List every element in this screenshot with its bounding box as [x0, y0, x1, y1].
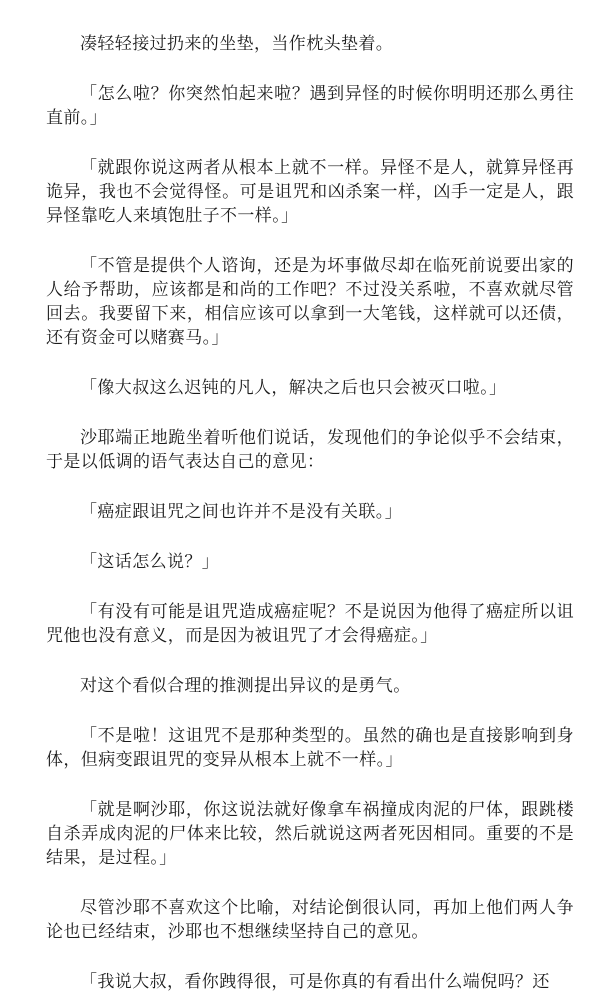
paragraph: 「有没有可能是诅咒造成癌症呢？不是说因为他得了癌症所以诅咒他也没有意义，而是因为被诅咒了才会得癌症。」 [46, 602, 574, 646]
paragraph: 「像大叔这么迟钝的凡人，解决之后也只会被灭口啦。」 [80, 378, 507, 398]
paragraph: 尽管沙耶不喜欢这个比喻，对结论倒很认同，再加上他们两人争论也已经结束，沙耶也不想继续坚持自己的意见。 [46, 898, 574, 942]
paragraph: 「癌症跟诅咒之间也许并不是没有关联。」 [80, 502, 403, 522]
paragraph: 「不管是提供个人谘询，还是为坏事做尽却在临死前说要出家的人给予帮助，应该都是和尚的工作吧？不过没关系啦，不喜欢就尽管回去。我要留下来，相信应该可以拿到一大笔钱，这样就可以还债，还有资金可以赌赛马。」 [46, 256, 574, 348]
paragraph: 「这话怎么说？」 [80, 552, 220, 572]
paragraph: 沙耶端正地跪坐着听他们说话，发现他们的争论似乎不会结束，于是以低调的语气表达自己的意见： [46, 428, 574, 472]
paragraph: 凑轻轻接过扔来的坐垫，当作枕头垫着。 [80, 34, 394, 54]
body-text [46, 32, 574, 994]
paragraph: 「就跟你说这两者从根本上就不一样。异怪不是人，就算异怪再诡异，我也不会觉得怪。可是诅咒和凶杀案一样，凶手一定是人，跟异怪靠吃人来填饱肚子不一样。」 [46, 158, 574, 226]
paragraph: 「就是啊沙耶，你这说法就好像拿车祸撞成肉泥的尸体，跟跳楼自杀弄成肉泥的尸体来比较，然后就说这两者死因相同。重要的不是结果，是过程。」 [46, 800, 574, 868]
paragraph: 「怎么啦？你突然怕起来啦？遇到异怪的时候你明明还那么勇往直前。」 [46, 84, 574, 128]
paragraph: 「不是啦！这诅咒不是那种类型的。虽然的确也是直接影响到身体，但病变跟诅咒的变异从根本上就不一样。」 [46, 726, 574, 770]
paragraph: 「我说大叔，看你跩得很，可是你真的有看出什么端倪吗？还 [80, 972, 550, 992]
paragraph: 对这个看似合理的推测提出异议的是勇气。 [80, 676, 411, 696]
